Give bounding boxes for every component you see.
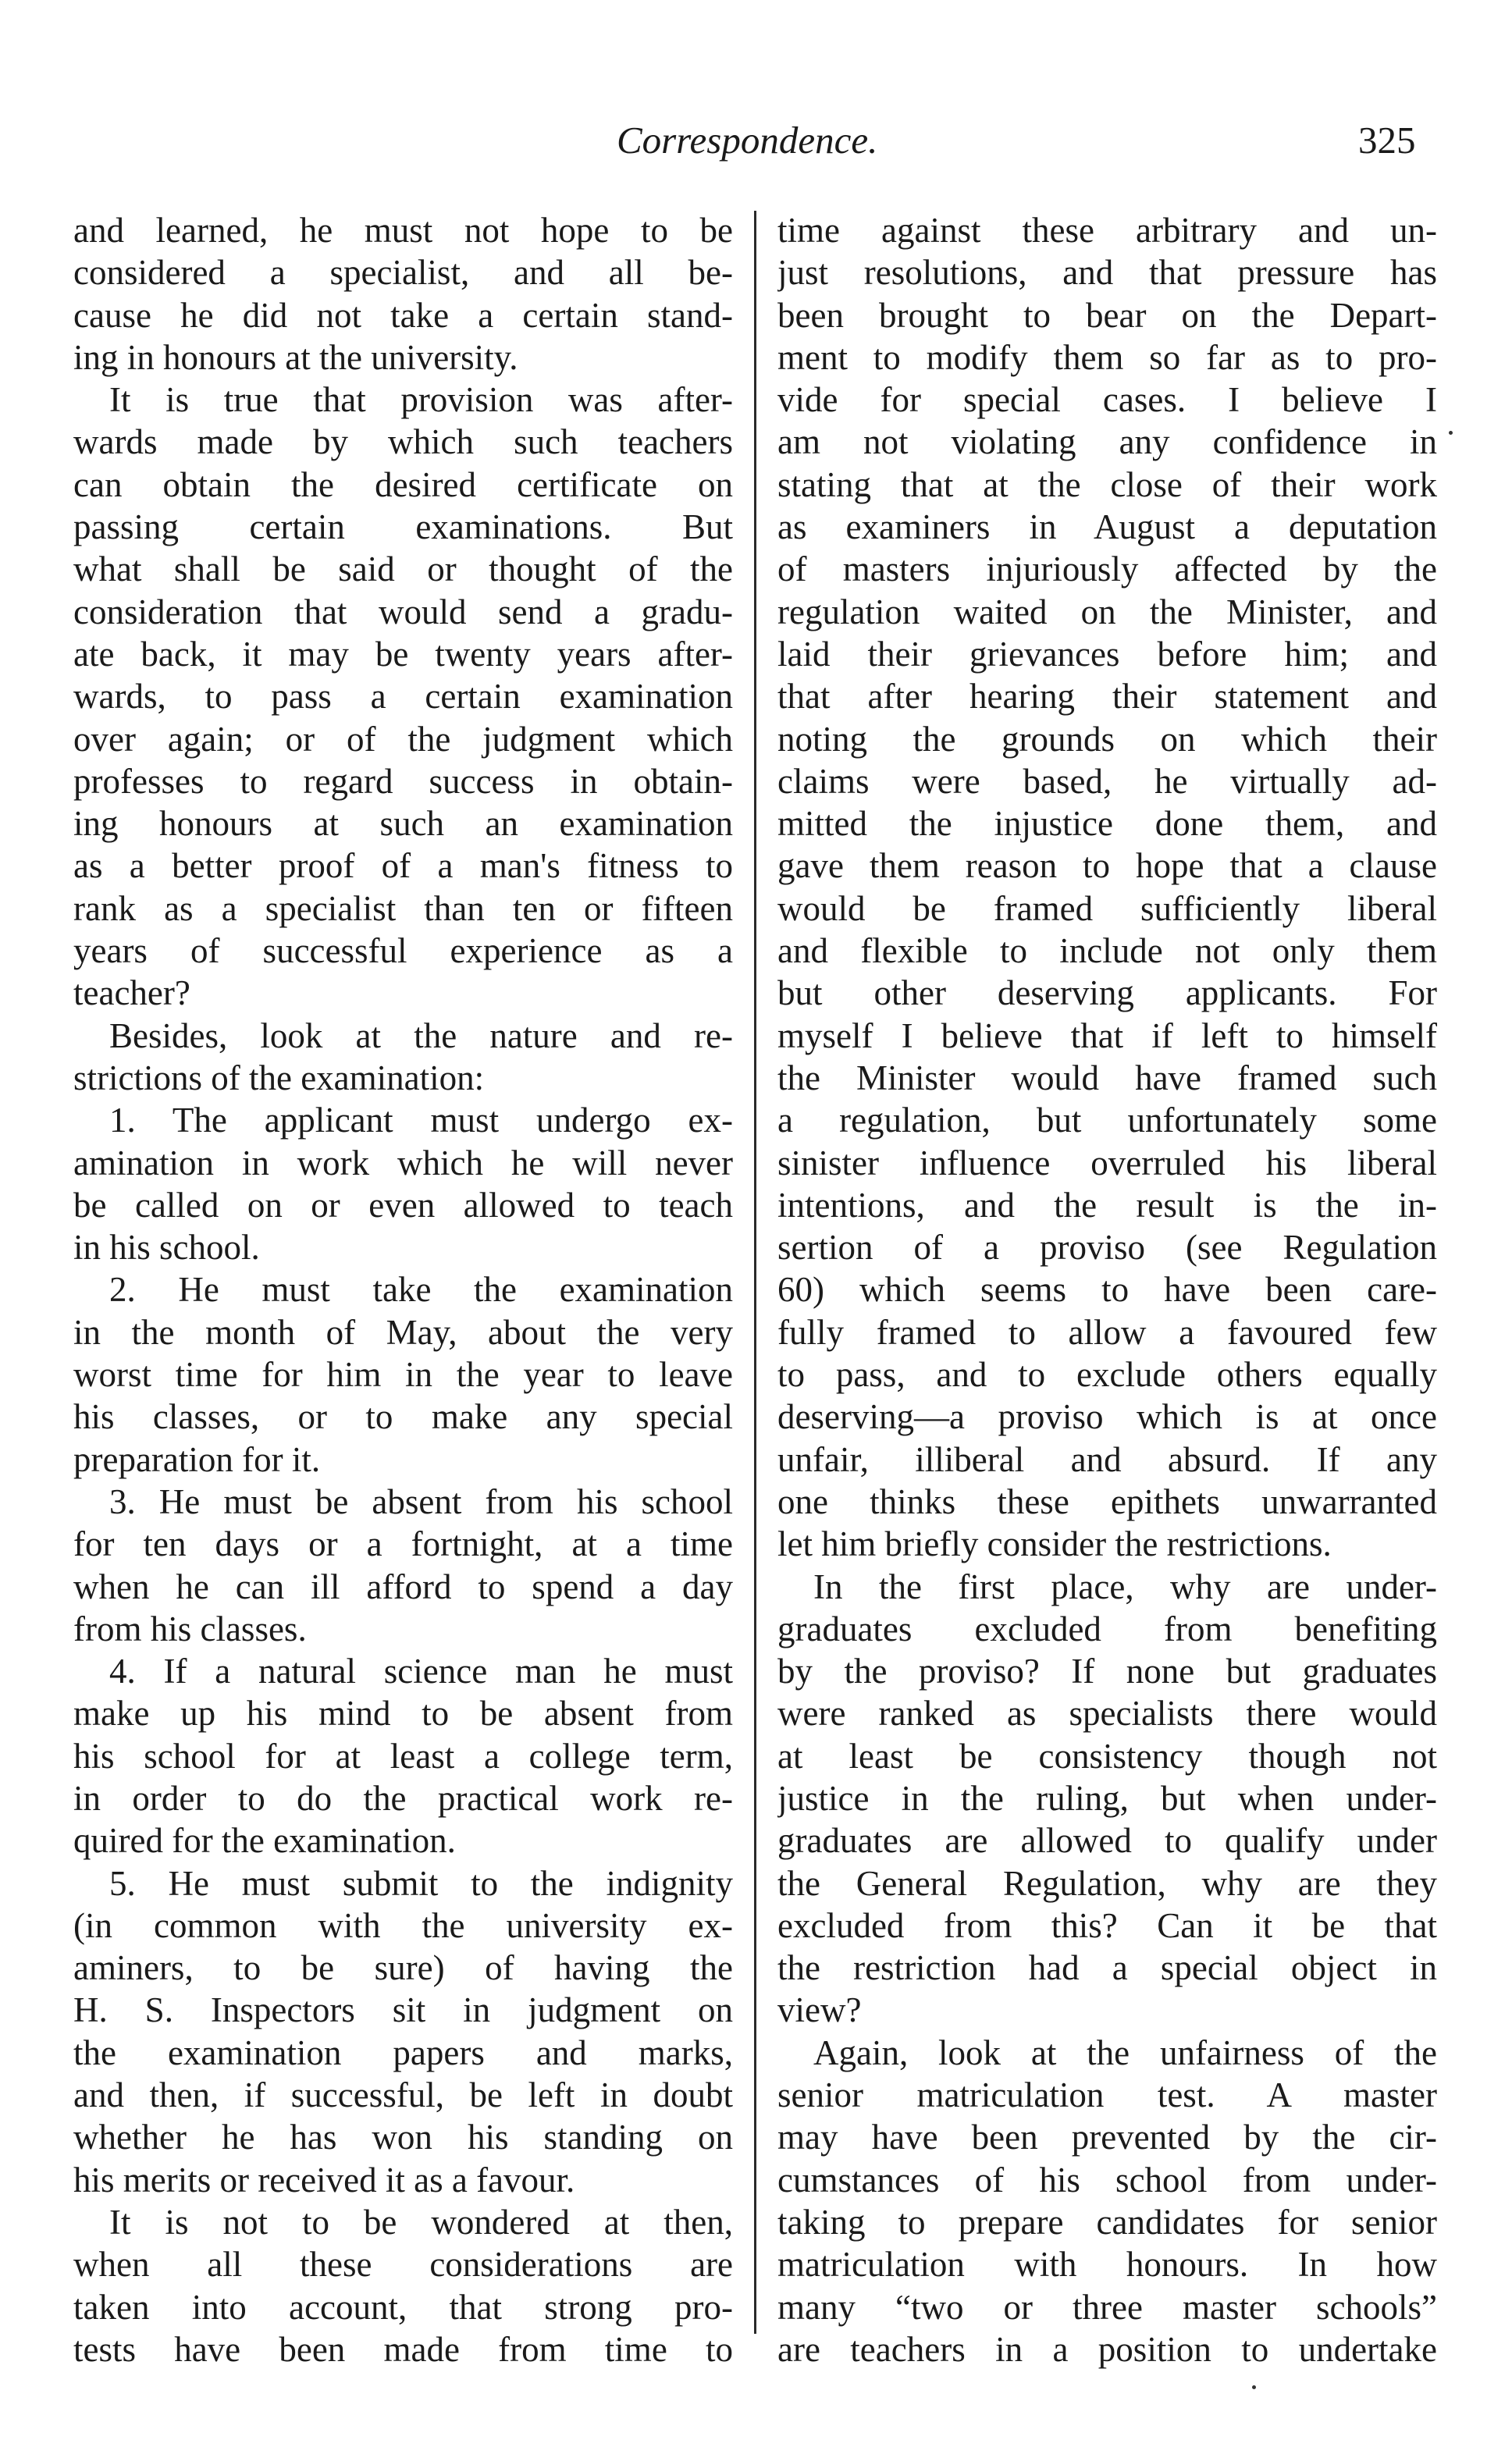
text-line: what shall be said or thought of the <box>73 549 733 589</box>
text-line: when he can ill afford to spend a day <box>73 1567 733 1606</box>
text-line: from his classes. <box>73 1609 307 1648</box>
text-line: justice in the ruling, but when under- <box>777 1778 1437 1818</box>
text-line: Again, look at the unfairness of the <box>813 2033 1437 2072</box>
text-line: ing in honours at the university. <box>73 337 518 377</box>
text-line: graduates are allowed to qualify under <box>777 1821 1437 1861</box>
text-line: Besides, look at the nature and re- <box>109 1015 733 1055</box>
text-line: 2. He must take the examination <box>109 1270 733 1310</box>
right-column <box>777 209 1437 2370</box>
text-line: stating that at the close of their work <box>777 464 1437 504</box>
text-line: (in common with the university ex- <box>73 1905 733 1945</box>
text-line: many “two or three master schools” <box>777 2287 1437 2327</box>
text-line: intentions, and the result is the in- <box>777 1185 1437 1225</box>
text-line: H. S. Inspectors sit in judgment on <box>73 1990 733 2030</box>
text-line: let him briefly consider the restrictions. <box>777 1524 1332 1564</box>
text-line: preparation for it. <box>73 1439 321 1479</box>
text-line: over again; or of the judgment which <box>73 719 733 759</box>
text-line: by the proviso? If none but graduates <box>777 1652 1437 1691</box>
text-line: and then, if successful, be left in doubt <box>73 2075 733 2115</box>
text-line: strictions of the examination: <box>73 1058 485 1097</box>
text-line: when all these considerations are <box>73 2245 733 2285</box>
text-line: to pass, and to exclude others equally <box>777 1355 1437 1395</box>
stray-ink-mark <box>1252 2385 1256 2389</box>
text-line: his classes, or to make any special <box>73 1397 733 1437</box>
text-line: 3. He must be absent from his school <box>109 1481 733 1521</box>
text-line: graduates excluded from benefiting <box>777 1609 1437 1648</box>
text-line: as examiners in August a deputation <box>777 507 1437 547</box>
text-line: teacher? <box>73 973 190 1013</box>
text-line: tests have been made from time to <box>73 2329 733 2369</box>
text-line: ate back, it may be twenty years after- <box>73 634 733 674</box>
text-line: been brought to bear on the Depart- <box>777 295 1437 335</box>
text-line: consideration that would send a gradu- <box>73 592 733 631</box>
text-line: considered a specialist, and all be- <box>73 253 733 293</box>
text-line: the Minister would have framed such <box>777 1058 1437 1097</box>
text-line: claims were based, he virtually ad- <box>777 761 1437 801</box>
text-line: taking to prepare candidates for senior <box>777 2202 1437 2242</box>
text-line: for ten days or a fortnight, at a time <box>73 1524 733 1564</box>
text-line: worst time for him in the year to leave <box>73 1355 733 1395</box>
text-line: a regulation, but unfortunately some <box>777 1101 1437 1140</box>
text-line: am not violating any confidence in <box>777 422 1437 462</box>
text-line: sertion of a proviso (see Regulation <box>777 1228 1437 1268</box>
text-line: aminers, to be sure) of having the <box>73 1948 733 1988</box>
text-line: cause he did not take a certain stand- <box>73 295 733 335</box>
text-line: that after hearing their statement and <box>777 677 1437 717</box>
text-line: cumstances of his school from under- <box>777 2160 1437 2200</box>
text-line: as a better proof of a man's fitness to <box>73 846 733 886</box>
text-line: view? <box>777 1990 862 2030</box>
text-line: whether he has won his standing on <box>73 2118 733 2157</box>
stray-ink-mark <box>1449 431 1453 435</box>
text-line: are teachers in a position to undertake <box>777 2329 1437 2369</box>
text-line: just resolutions, and that pressure has <box>777 253 1437 293</box>
text-line: matriculation with honours. In how <box>777 2245 1437 2285</box>
text-line: amination in work which he will never <box>73 1143 733 1183</box>
text-line: his merits or received it as a favour. <box>73 2160 575 2200</box>
text-line: the restriction had a special object in <box>777 1948 1437 1988</box>
column-divider-rule <box>754 211 756 2334</box>
text-line: rank as a specialist than ten or fifteen <box>73 888 733 928</box>
text-line: years of successful experience as a <box>73 931 733 971</box>
text-line: would be framed sufficiently liberal <box>777 888 1437 928</box>
left-column <box>73 209 733 2370</box>
text-line: 4. If a natural science man he must <box>109 1652 733 1691</box>
text-line: quired for the examination. <box>73 1821 456 1861</box>
text-line: in his school. <box>73 1228 260 1268</box>
text-line: be called on or even allowed to teach <box>73 1185 733 1225</box>
text-line: unfair, illiberal and absurd. If any <box>777 1439 1437 1479</box>
text-line: myself I believe that if left to himself <box>777 1015 1437 1055</box>
text-line: mitted the injustice done them, and <box>777 804 1437 844</box>
text-line: taken into account, that strong pro- <box>73 2287 733 2327</box>
text-line: of masters injuriously affected by the <box>777 549 1437 589</box>
text-line: time against these arbitrary and un- <box>777 211 1437 250</box>
text-line: may have been prevented by the cir- <box>777 2118 1437 2157</box>
text-line: ing honours at such an examination <box>73 804 733 844</box>
text-line: one thinks these epithets unwarranted <box>777 1481 1437 1521</box>
text-line: senior matriculation test. A master <box>777 2075 1437 2115</box>
text-line: in the month of May, about the very <box>73 1312 733 1352</box>
text-line: 60) which seems to have been care- <box>777 1270 1437 1310</box>
text-line: sinister influence overruled his liberal <box>777 1143 1437 1183</box>
text-line: deserving—a proviso which is at once <box>777 1397 1437 1437</box>
text-line: can obtain the desired certificate on <box>73 464 733 504</box>
page-number: 325 <box>1358 119 1416 162</box>
text-line: noting the grounds on which their <box>777 719 1437 759</box>
text-line: his school for at least a college term, <box>73 1736 733 1776</box>
text-line: the General Regulation, why are they <box>777 1863 1437 1903</box>
text-line: It is true that provision was after- <box>109 380 733 420</box>
text-line: professes to regard success in obtain- <box>73 761 733 801</box>
text-line: the examination papers and marks, <box>73 2033 733 2072</box>
running-head <box>0 117 1512 172</box>
text-line: ment to modify them so far as to pro- <box>777 337 1437 377</box>
text-line: and flexible to include not only them <box>777 931 1437 971</box>
text-line: 5. He must submit to the indignity <box>109 1863 733 1903</box>
text-line: passing certain examinations. But <box>73 507 733 547</box>
text-line: vide for special cases. I believe I <box>777 380 1437 420</box>
text-line: wards made by which such teachers <box>73 422 733 462</box>
text-line: 1. The applicant must undergo ex- <box>109 1101 733 1140</box>
text-line: wards, to pass a certain examination <box>73 677 733 717</box>
text-line: in order to do the practical work re- <box>73 1778 733 1818</box>
text-line: excluded from this? Can it be that <box>777 1905 1437 1945</box>
text-line: were ranked as specialists there would <box>777 1694 1437 1734</box>
running-title: Correspondence. <box>617 119 878 162</box>
text-line: regulation waited on the Minister, and <box>777 592 1437 631</box>
text-line: In the first place, why are under- <box>813 1567 1437 1606</box>
text-line: and learned, he must not hope to be <box>73 211 733 250</box>
text-line: laid their grievances before him; and <box>777 634 1437 674</box>
text-line: at least be consistency though not <box>777 1736 1437 1776</box>
text-line: fully framed to allow a favoured few <box>777 1312 1437 1352</box>
text-line: It is not to be wondered at then, <box>109 2202 733 2242</box>
text-line: make up his mind to be absent from <box>73 1694 733 1734</box>
text-line: gave them reason to hope that a clause <box>777 846 1437 886</box>
text-line: but other deserving applicants. For <box>777 973 1437 1013</box>
